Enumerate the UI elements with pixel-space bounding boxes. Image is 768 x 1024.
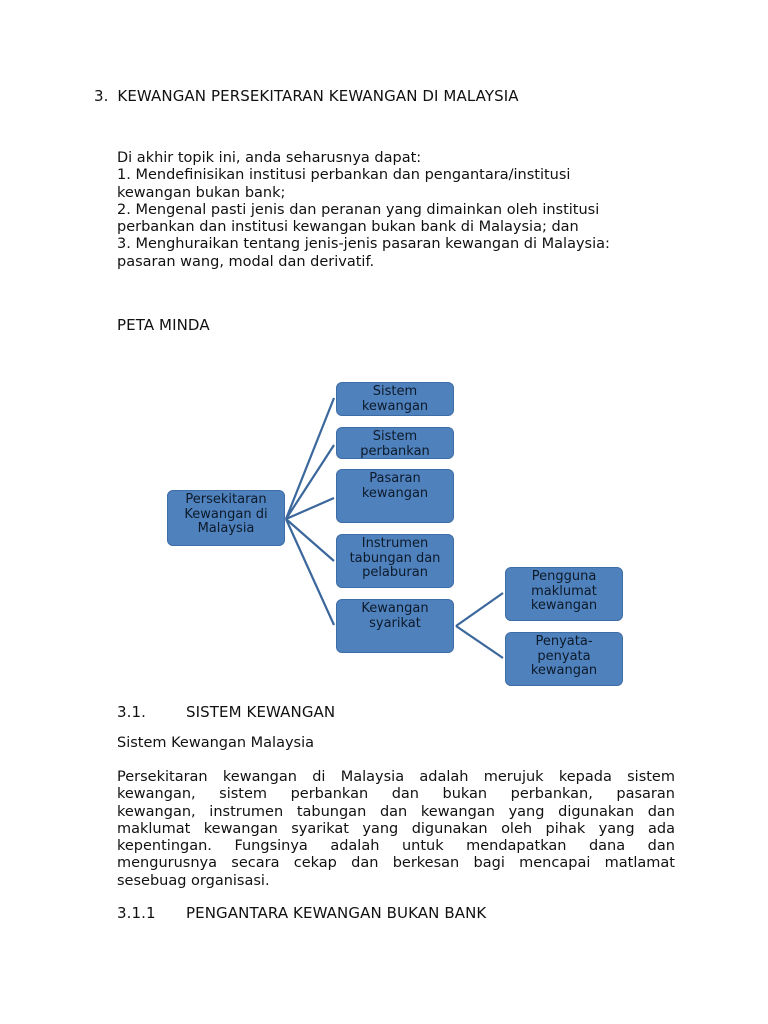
mindmap-connector-line bbox=[456, 593, 503, 626]
section-title: PENGANTARA KEWANGAN BUKAN BANK bbox=[186, 904, 487, 922]
main-heading-number: 3. bbox=[94, 87, 109, 105]
paragraph-word: berkesan bbox=[392, 855, 460, 872]
paragraph-word: dan bbox=[647, 803, 675, 820]
node-line: Kewangan bbox=[361, 601, 429, 616]
paragraph-word: pihak bbox=[545, 820, 586, 837]
objective-line: perbankan dan institusi kewangan bukan bank di Malaysia; dan bbox=[117, 219, 579, 236]
node-line: pelaburan bbox=[362, 565, 428, 580]
paragraph-word: sistem bbox=[627, 769, 675, 785]
node-line: tabungan dan bbox=[349, 550, 441, 566]
paragraph-word: kewangan, bbox=[117, 803, 196, 820]
paragraph-word: kewangan bbox=[222, 769, 297, 785]
paragraph-word: dan bbox=[351, 855, 379, 872]
paragraph-word: yang bbox=[598, 820, 635, 837]
node-line: Penyata- bbox=[535, 634, 593, 649]
node-line: Sistem bbox=[372, 429, 418, 444]
node-line: kewangan bbox=[361, 398, 429, 414]
section-3-1-1-heading bbox=[117, 904, 487, 922]
paragraph-word: dan bbox=[391, 786, 419, 803]
paragraph-word: adalah bbox=[419, 769, 469, 785]
paragraph-word: kepada bbox=[558, 769, 612, 785]
objective-line: 2. Mengenal pasti jenis dan peranan yang dimainkan oleh institusi bbox=[117, 201, 600, 218]
node-line: Sistem bbox=[372, 384, 418, 399]
paragraph-word: digunakan bbox=[411, 820, 488, 837]
paragraph-line bbox=[117, 786, 675, 803]
node-line: kewangan bbox=[530, 663, 598, 678]
paragraph-word: merujuk bbox=[483, 769, 544, 785]
objective-line: 3. Menghuraikan tentang jenis-jenis pasaran kewangan di Malaysia: bbox=[117, 236, 610, 253]
paragraph-word: syarikat bbox=[291, 820, 349, 837]
paragraph-line bbox=[117, 873, 675, 890]
node-line: penyata bbox=[537, 648, 591, 664]
section-3-1-heading bbox=[117, 703, 336, 721]
paragraph-word: sesebuag organisasi. bbox=[117, 872, 270, 889]
mindmap-node-sistem-perbankan bbox=[336, 427, 454, 459]
node-line: perbankan bbox=[360, 443, 430, 459]
mindmap-connector-line bbox=[286, 519, 334, 625]
paragraph-line bbox=[117, 821, 675, 838]
paragraph-word: pasaran bbox=[616, 786, 675, 803]
mindmap-root-node bbox=[167, 490, 285, 546]
node-line: Pasaran bbox=[369, 471, 421, 486]
section-3-1-paragraph bbox=[117, 769, 675, 890]
node-line: Kewangan di bbox=[184, 506, 268, 522]
paragraph-word: matlamat bbox=[604, 855, 675, 872]
paragraph-word: mengurusnya bbox=[117, 855, 217, 872]
objective-line: 1. Mendefinisikan institusi perbankan dan pengantara/institusi bbox=[117, 167, 571, 184]
mindmap-node-instrumen bbox=[336, 534, 454, 588]
paragraph-word: perbankan, bbox=[510, 786, 593, 803]
paragraph-line bbox=[117, 804, 675, 821]
node-line: kewangan bbox=[530, 598, 598, 613]
paragraph-line bbox=[117, 855, 675, 872]
section-3-1-subtitle: Sistem Kewangan Malaysia bbox=[117, 735, 315, 751]
section-number: 3.1.1 bbox=[117, 904, 156, 922]
paragraph-word: oleh bbox=[501, 820, 533, 837]
paragraph-word: di bbox=[312, 769, 326, 785]
section-title: SISTEM KEWANGAN bbox=[186, 703, 336, 721]
paragraph-word: Persekitaran bbox=[117, 769, 208, 785]
node-line: Persekitaran bbox=[185, 492, 267, 507]
paragraph-word: dan bbox=[379, 803, 408, 820]
mindmap-connector-line bbox=[286, 519, 334, 561]
paragraph-word: kewangan bbox=[203, 820, 278, 837]
paragraph-word: untuk bbox=[401, 838, 444, 855]
paragraph-word: instrumen bbox=[209, 803, 284, 820]
mindmap-connector-line bbox=[456, 626, 503, 658]
paragraph-word: yang bbox=[508, 803, 545, 820]
mindmap-node-sistem-kewangan bbox=[336, 382, 454, 416]
node-line: Malaysia bbox=[197, 521, 255, 536]
paragraph-word: adalah bbox=[330, 838, 380, 855]
paragraph-word: cekap bbox=[293, 855, 337, 872]
paragraph-word: Malaysia bbox=[340, 769, 405, 785]
mindmap-heading: PETA MINDA bbox=[117, 316, 210, 334]
mindmap-node-kewangan-syarikat bbox=[336, 599, 454, 653]
objective-line: kewangan bukan bank; bbox=[117, 184, 286, 201]
paragraph-word: perbankan bbox=[290, 786, 369, 803]
paragraph-word: tabungan bbox=[296, 803, 367, 820]
paragraph-word: maklumat bbox=[117, 820, 191, 837]
mindmap-node-pengguna-maklumat bbox=[505, 567, 623, 621]
paragraph-word: kewangan, bbox=[117, 786, 196, 803]
paragraph-word: kewangan bbox=[420, 803, 495, 820]
paragraph-word: dan bbox=[647, 838, 675, 855]
section-number: 3.1. bbox=[117, 703, 147, 721]
objective-line: pasaran wang, modal dan derivatif. bbox=[117, 253, 375, 270]
paragraph-word: ada bbox=[647, 820, 675, 837]
paragraph-line bbox=[117, 769, 675, 786]
paragraph-word: sistem bbox=[219, 786, 268, 803]
node-line: maklumat bbox=[531, 583, 597, 599]
paragraph-word: bagi bbox=[473, 855, 505, 872]
paragraph-line bbox=[117, 838, 675, 855]
main-heading-title: KEWANGAN PERSEKITARAN KEWANGAN DI MALAYSIA bbox=[117, 87, 519, 105]
paragraph-word: kepentingan. bbox=[117, 838, 212, 855]
mindmap-node-penyata-kewangan bbox=[505, 632, 623, 686]
paragraph-word: secara bbox=[231, 855, 280, 872]
paragraph-word: mencapai bbox=[519, 855, 591, 872]
objective-line: Di akhir topik ini, anda seharusnya dapat: bbox=[117, 150, 422, 166]
paragraph-word: mendapatkan bbox=[466, 838, 567, 855]
node-line: syarikat bbox=[369, 615, 421, 631]
paragraph-word: digunakan bbox=[558, 803, 635, 820]
paragraph-word: bukan bbox=[442, 786, 488, 803]
paragraph-word: yang bbox=[362, 820, 399, 837]
node-line: Instrumen bbox=[361, 536, 429, 551]
mindmap-node-pasaran-kewangan bbox=[336, 469, 454, 523]
node-line: Pengguna bbox=[531, 569, 597, 584]
paragraph-word: Fungsinya bbox=[234, 838, 308, 855]
paragraph-word: dana bbox=[588, 838, 626, 855]
node-line: kewangan bbox=[361, 485, 429, 501]
